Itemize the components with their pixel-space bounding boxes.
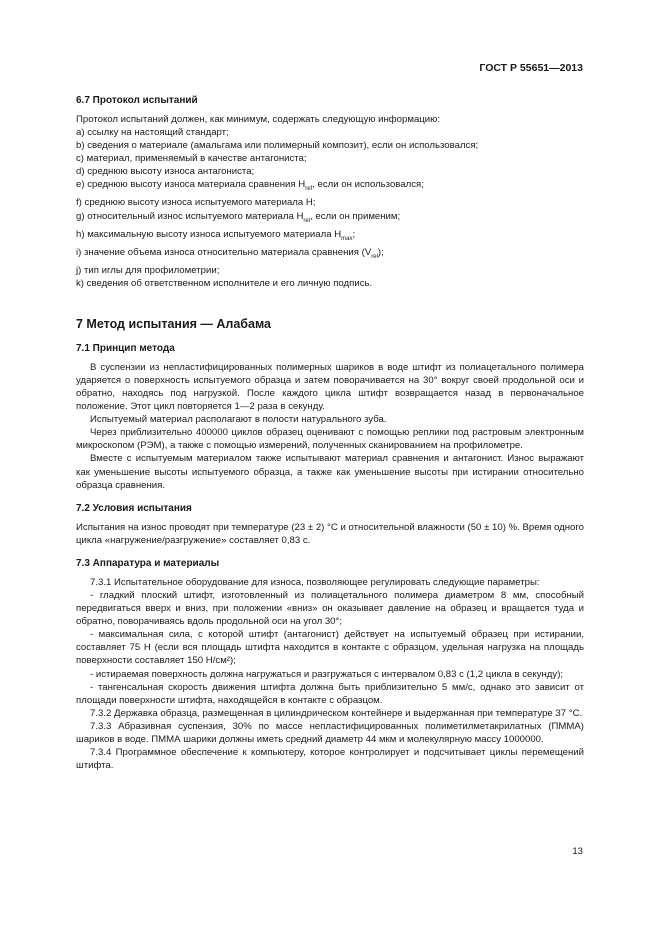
list-item-i: i) значение объема износа относительно материала сравнения $(V_{rel})$; xyxy=(76,246,384,260)
paragraph: - гладкий плоский штифт, изготовленный из полиацетального полимера диаметром 8 мм, способный передвигаться вверх и вниз, при положении «вниз» он оказывает давление на образец и вращается туда и обратно, поворачиваясь вдоль продольной оси на угол 30°; xyxy=(76,589,584,628)
list-item-b: b) сведения о материале (амальгама или полимерный композит), если он использовался; xyxy=(76,140,479,152)
section-6-7-title: 6.7 Протокол испытаний xyxy=(76,95,198,106)
paragraph: Испытания на износ проводят при температуре (23 ± 2) °С и относительной влажности (50 ± 10) %. Время одного цикла «нагружение/разгружение» составляет 0,83 с. xyxy=(76,521,584,546)
paragraph: - максимальная сила, с которой штифт (антагонист) действует на испытуемый образец при истирании, составляет 75 Н (если вся площадь штифта находится в контакте с образцом, удельная нагрузка на площадь поверхности составляет 150 Н/см²); xyxy=(76,629,584,667)
paragraph: Вместе с испытуемым материалом также испытывают материал сравнения и антагонист. Износ выражают как уменьшение высоты испытуемого образца, а также как уменьшение высоты при истирании относительно образца сравнения. xyxy=(76,453,584,491)
list-item-g: g) относительный износ испытуемого материала $H_{rel}$, если он применим; xyxy=(76,210,401,224)
paragraph: 7.3.4 Программное обеспечение к компьютеру, которое контролирует и подсчитывает циклы перемещений штифта. xyxy=(76,747,584,772)
list-item-f: f) среднюю высоту износа испытуемого материала H; xyxy=(76,197,316,209)
paragraph: - истираемая поверхность должна нагружаться и разгружаться с интервалом 0,83 с (1,2 цикла в секунду); xyxy=(90,668,564,680)
page-content xyxy=(76,94,584,772)
section-7-title: 7 Метод испытания — Алабама xyxy=(76,316,271,331)
list-item-c: c) материал, применяемый в качестве антагониста; xyxy=(76,153,307,165)
page-number: 13 xyxy=(572,846,583,857)
list-item-a: a) ссылку на настоящий стандарт; xyxy=(76,127,229,139)
list-item-h: h) максимальную высоту износа испытуемого материала $H_{max}$; xyxy=(76,228,356,242)
section-7-1-title: 7.1 Принцип метода xyxy=(76,342,175,354)
paragraph: Через приблизительно 400000 циклов образец оценивают с помощью реплики под растровым электронным микроскопом (РЭМ), а также с помощью измерений, полученных сканированием на профилометре. xyxy=(76,427,584,452)
paragraph: 7.3.1 Испытательное оборудование для износа, позволяющее регулировать следующие параметры: xyxy=(90,576,540,588)
paragraph: Испытуемый материал располагают в полости натурального зуба. xyxy=(90,414,387,426)
paragraph: - тангенсальная скорость движения штифта должна быть приблизительно 5 мм/с, однако это зависит от площади поверхности штифта, находящейся в контакте с образцом. xyxy=(76,681,584,706)
list-item-j: j) тип иглы для профилометрии; xyxy=(76,264,220,276)
paragraph: 7.3.2 Державка образца, размещенная в цилиндрическом контейнере и выдержанная при температуре 37 °С. xyxy=(90,707,583,719)
section-7-3-title: 7.3 Аппаратура и материалы xyxy=(76,557,220,569)
section-7-2-title: 7.2 Условия испытания xyxy=(76,502,192,514)
list-item-e: e) среднюю высоту износа материала сравнения $H_{ref}$, если он использовался; xyxy=(76,179,424,193)
paragraph: 7.3.3 Абразивная суспензия, 30% по массе непластифицированных полиметилметакрилатных (ПММА) шариков в воде. ПММА шарики должны иметь средний диаметр 44 мкм и молекулярную массу 1000000. xyxy=(76,720,584,745)
section-6-7-intro: Протокол испытаний должен, как минимум, содержать следующую информацию: xyxy=(76,114,440,125)
list-item-k: k) сведения об ответственном исполнителе и его личную подпись. xyxy=(76,277,373,289)
paragraph: В суспензии из непластифицированных полимерных шариков в воде штифт из полиацетального полимера ударяется о поверхность испытуемого образца и затем поворачивается на 30° вокруг своей продольной оси и обратно, находясь под нагрузкой. После каждого цикла штифт возвращается назад в первоначальное положение. Этот цикл повторяется 1—2 раза в секунду. xyxy=(76,361,584,413)
standard-header: ГОСТ Р 55651—2013 xyxy=(479,62,583,74)
list-item-d: d) среднюю высоту износа антагониста; xyxy=(76,166,255,178)
